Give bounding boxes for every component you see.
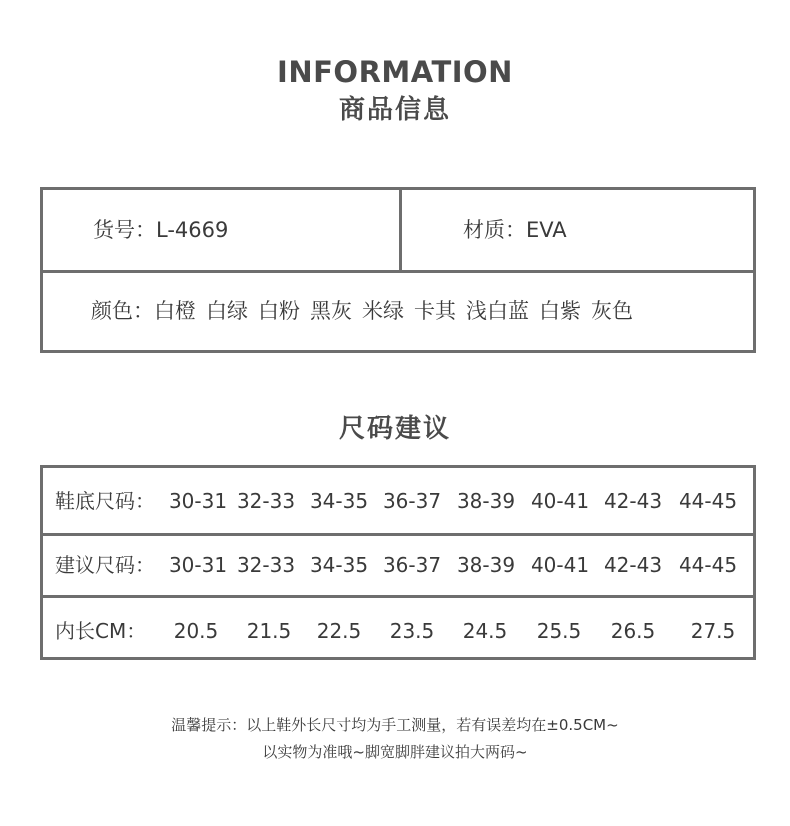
size-cell: 30-31 <box>168 489 228 513</box>
sku-text: 货号：L-4669 <box>93 218 229 242</box>
size-cell: 24.5 <box>462 619 508 643</box>
color-option: 白紫 <box>539 299 581 323</box>
size-row-recommended <box>43 536 753 598</box>
color-option: 白粉 <box>258 299 300 323</box>
color-option: 灰色 <box>591 299 633 323</box>
size-cell: 40-41 <box>530 489 590 513</box>
size-cell: 20.5 <box>173 619 219 643</box>
size-cell: 34-35 <box>309 553 369 577</box>
size-cell: 38-39 <box>456 489 516 513</box>
info-row-colors <box>91 273 643 350</box>
size-cell: 25.5 <box>536 619 582 643</box>
size-cell: 40-41 <box>530 553 590 577</box>
color-option: 白橙 <box>154 299 196 323</box>
size-cell: 30-31 <box>168 553 228 577</box>
size-cell: 42-43 <box>603 489 663 513</box>
row-label: 鞋底尺码： <box>55 489 155 513</box>
heading-cn: 商品信息 <box>338 95 451 125</box>
size-row-sole <box>43 468 753 536</box>
heading-en: INFORMATION <box>277 55 513 89</box>
size-cell: 38-39 <box>456 553 516 577</box>
size-cell: 34-35 <box>309 489 369 513</box>
size-table <box>40 465 756 660</box>
size-cell: 26.5 <box>610 619 656 643</box>
size-cell: 44-45 <box>678 489 738 513</box>
color-option: 浅白蓝 <box>466 299 529 323</box>
color-option: 卡其 <box>414 299 456 323</box>
material-text: 材质：EVA <box>463 218 567 242</box>
size-cell: 23.5 <box>389 619 435 643</box>
size-cell: 32-33 <box>236 489 296 513</box>
size-cell: 32-33 <box>236 553 296 577</box>
size-row-inner-length <box>43 598 753 657</box>
size-section-title: 尺码建议 <box>338 414 451 444</box>
size-cell: 22.5 <box>316 619 362 643</box>
color-option: 黑灰 <box>310 299 352 323</box>
color-option: 米绿 <box>362 299 404 323</box>
sizing-advice-note: 以实物为准哦~脚宽脚胖建议拍大两码~ <box>262 743 528 761</box>
info-row-sku-material <box>43 190 753 273</box>
color-option: 白绿 <box>206 299 248 323</box>
measurement-note: 温馨提示：以上鞋外长尺寸均为手工测量，若有误差均在±0.5CM~ <box>171 716 619 734</box>
size-cell: 21.5 <box>246 619 292 643</box>
row-label: 建议尺码： <box>55 553 155 577</box>
size-cell: 44-45 <box>678 553 738 577</box>
cell-divider <box>399 190 402 270</box>
size-cell: 27.5 <box>690 619 736 643</box>
colors-label: 颜色： <box>91 299 154 323</box>
row-label: 内长CM： <box>55 619 147 643</box>
size-cell: 42-43 <box>603 553 663 577</box>
product-info-table <box>40 187 756 353</box>
size-cell: 36-37 <box>382 489 442 513</box>
size-cell: 36-37 <box>382 553 442 577</box>
